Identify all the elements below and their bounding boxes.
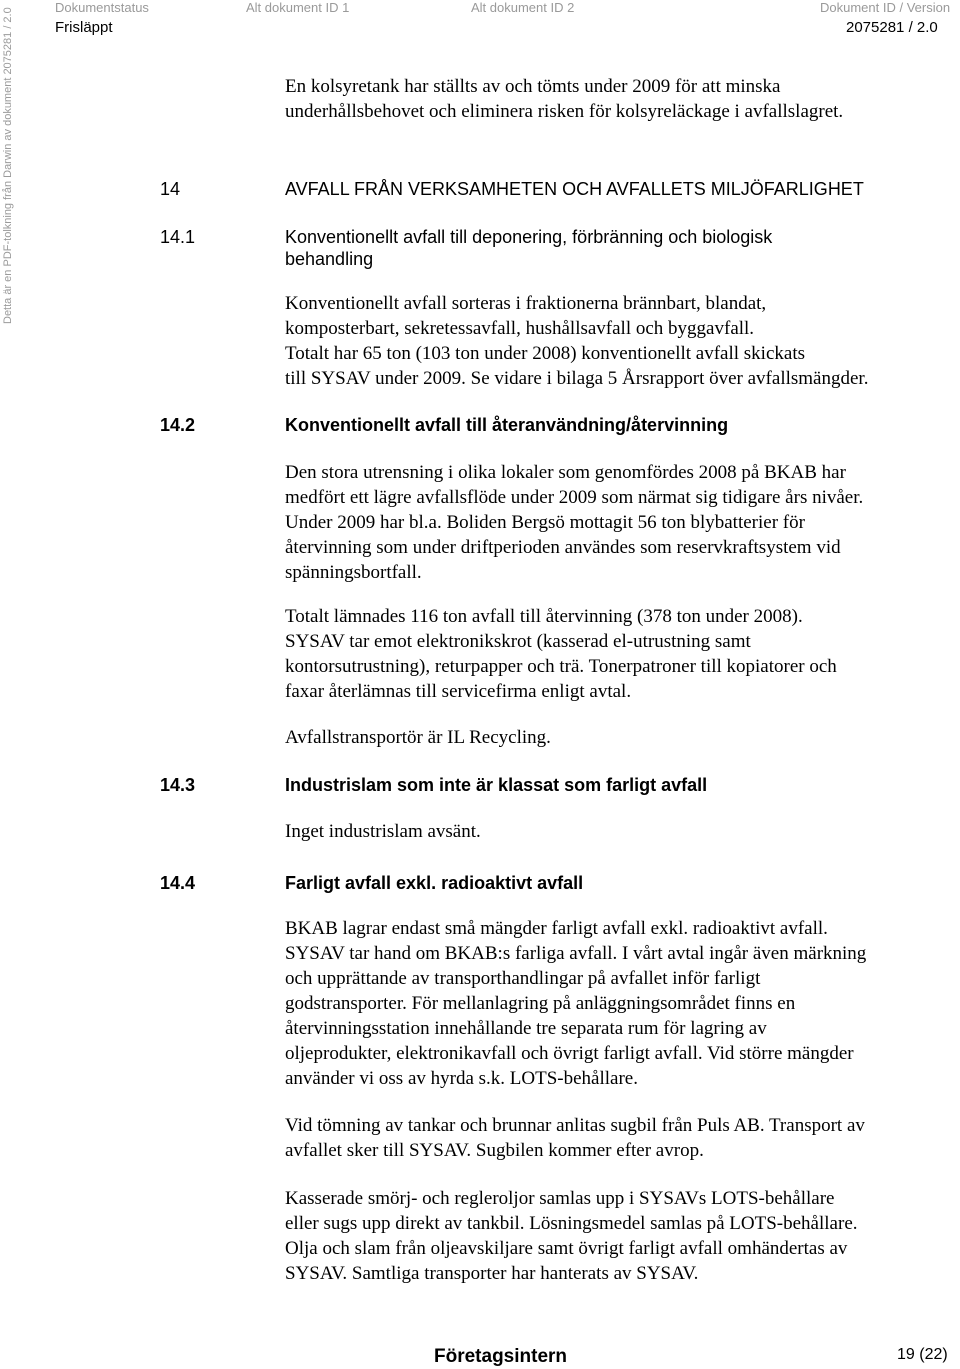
intro-paragraph: [285, 74, 945, 124]
header-label-alt1: Alt dokument ID 1: [246, 0, 350, 15]
section-14-4-para1: [285, 916, 945, 1091]
header-value-docid: 2075281 / 2.0: [846, 19, 938, 36]
header-value-status: Frisläppt: [55, 19, 113, 36]
text-line: och upprättande av transporthandlingar på avfallet inför farligt: [285, 968, 761, 989]
section-14-4-para2: [285, 1113, 945, 1163]
title-line: Konventionellt avfall till deponering, förbränning och biologisk: [285, 227, 773, 247]
section-14-3-number: 14.3: [160, 775, 196, 795]
text-line: Vid tömning av tankar och brunnar anlitas sugbil från Puls AB. Transport av: [285, 1115, 865, 1136]
section-14-4-number: 14.4: [160, 873, 196, 893]
text-line: till SYSAV under 2009. Se vidare i bilaga 5 Årsrapport över avfallsmängder.: [285, 368, 869, 389]
footer-classification: Företagsintern: [434, 1346, 568, 1367]
text-line: Kasserade smörj- och regleroljor samlas upp i SYSAVs LOTS-behållare: [285, 1188, 835, 1209]
text-line: oljeprodukter, elektronikavfall och övrigt farligt avfall. Vid större mängder: [285, 1043, 854, 1064]
text-line: avfallet sker till SYSAV. Sugbilen kommer efter avrop.: [285, 1140, 704, 1161]
header-label-status: Dokumentstatus: [55, 0, 149, 15]
intro-line: underhållsbehovet och eliminera risken för kolsyreläckage i avfallslagret.: [285, 101, 844, 122]
text-line: SYSAV tar emot elektronikskrot (kasserad el-utrustning samt: [285, 631, 751, 652]
text-line: Olja och slam från oljeavskiljare samt övrigt farligt avfall omhändertas av: [285, 1238, 848, 1259]
title-line: behandling: [285, 249, 374, 269]
text-line: komposterbart, sekretessavfall, hushållsavfall och byggavfall.: [285, 318, 755, 339]
section-14-2-para3: [285, 725, 945, 750]
section-14-1-number: 14.1: [160, 227, 196, 247]
text-line: SYSAV tar hand om BKAB:s farliga avfall. I vårt avtal ingår även märkning: [285, 943, 867, 964]
text-line: återvinning som under driftperioden användes som reservkraftsystem vid: [285, 537, 841, 558]
section-14-3-title: Industrislam som inte är klassat som farligt avfall: [285, 775, 708, 795]
section-14-2-para2: [285, 604, 945, 704]
text-line: BKAB lagrar endast små mängder farligt avfall exkl. radioaktivt avfall.: [285, 918, 828, 939]
text-line: kontorsutrustning), returpapper och trä. Tonerpatroner till kopiatorer och: [285, 656, 837, 677]
footer-page-number: 19 (22): [897, 1346, 948, 1363]
text-line: återvinningsstation innehållande tre separata rum för lagring av: [285, 1018, 767, 1039]
section-14-3-body: [285, 819, 945, 844]
section-14-1-body: [285, 291, 945, 391]
text-line: medfört ett lägre avfallsflöde under 2009 som närmat sig tidigare års nivåer.: [285, 487, 864, 508]
section-14-1-title: [285, 226, 945, 270]
section-14-number: 14: [160, 179, 181, 199]
section-14-2-para1: [285, 460, 945, 585]
section-14-2-title: Konventionellt avfall till återanvändning/återvinning: [285, 415, 729, 435]
side-note-text: Detta är en PDF-tolkning från Darwin av dokument 2075281 / 2.0: [2, 7, 14, 324]
text-line: Under 2009 har bl.a. Boliden Bergsö mottagit 56 ton blybatterier för: [285, 512, 805, 533]
section-14-4-title: Farligt avfall exkl. radioaktivt avfall: [285, 873, 584, 893]
text-line: använder vi oss av hyrda s.k. LOTS-behållare.: [285, 1068, 638, 1089]
text-line: Den stora utrensning i olika lokaler som genomfördes 2008 på BKAB har: [285, 462, 846, 483]
section-14-2-number: 14.2: [160, 415, 196, 435]
side-note: [0, 7, 14, 624]
text-line: eller sugs upp direkt av tankbil. Lösningsmedel samlas på LOTS-behållare.: [285, 1213, 858, 1234]
header-label-alt2: Alt dokument ID 2: [471, 0, 575, 15]
text-line: Totalt lämnades 116 ton avfall till återvinning (378 ton under 2008).: [285, 606, 803, 627]
text-line: faxar återlämnas till servicefirma enligt avtal.: [285, 681, 632, 702]
text-line: godstransporter. För mellanlagring på anläggningsområdet finns en: [285, 993, 796, 1014]
section-14-4-para3: [285, 1186, 945, 1286]
text-line: Konventionellt avfall sorteras i fraktionerna brännbart, blandat,: [285, 293, 767, 314]
section-14-title: AVFALL FRÅN VERKSAMHETEN OCH AVFALLETS MILJÖFARLIGHET: [285, 179, 864, 199]
intro-line: En kolsyretank har ställts av och tömts under 2009 för att minska: [285, 76, 781, 97]
text-line: SYSAV. Samtliga transporter har hanterats av SYSAV.: [285, 1263, 699, 1284]
header-label-docid: Dokument ID / Version: [820, 0, 951, 15]
text-line: Totalt har 65 ton (103 ton under 2008) konventionellt avfall skickats: [285, 343, 806, 364]
text-line: Avfallstransportör är IL Recycling.: [285, 727, 551, 748]
text-line: spänningsbortfall.: [285, 562, 422, 583]
text-line: Inget industrislam avsänt.: [285, 821, 481, 842]
